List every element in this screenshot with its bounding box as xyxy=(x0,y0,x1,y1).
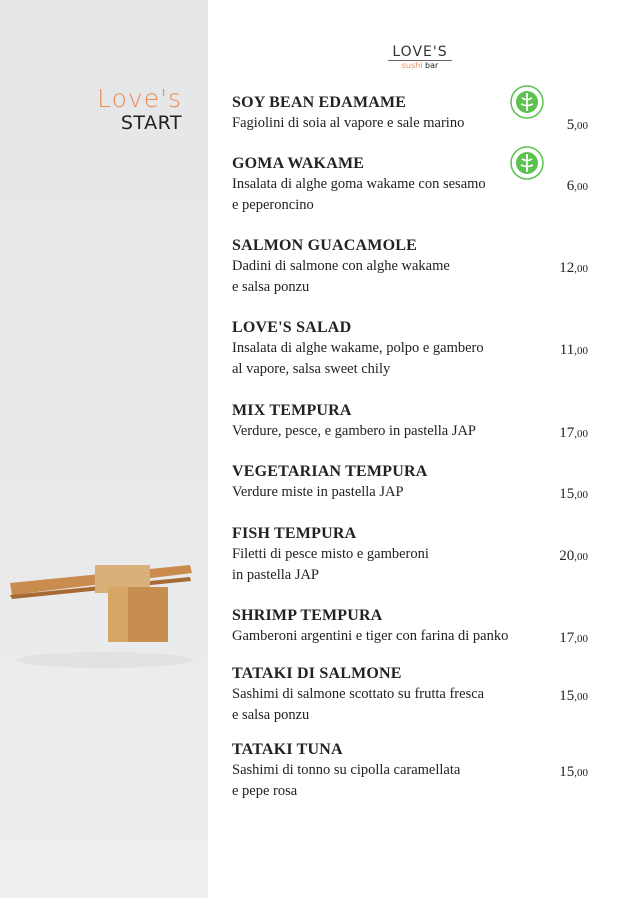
price-value: 17 xyxy=(559,630,575,646)
menu-item xyxy=(232,93,588,134)
item-description: Dadini di salmone con alghe wakame xyxy=(232,258,450,274)
chopsticks-image xyxy=(10,555,195,675)
item-title: VEGETARIAN TEMPURA xyxy=(232,463,428,480)
price-value: 15 xyxy=(559,486,575,502)
item-description: e salsa ponzu xyxy=(232,707,310,723)
item-price xyxy=(559,544,588,569)
item-description: e pepe rosa xyxy=(232,783,298,799)
item-description: in pastella JAP xyxy=(232,567,319,583)
menu-item xyxy=(232,154,588,216)
item-title: SHRIMP TEMPURA xyxy=(232,607,383,624)
price-cents: ,00 xyxy=(574,489,588,501)
organic-certified-icon xyxy=(510,85,544,119)
item-price xyxy=(567,174,588,199)
item-price xyxy=(559,256,588,281)
menu-item xyxy=(232,462,588,503)
menu-item xyxy=(232,664,588,726)
item-title: FISH TEMPURA xyxy=(232,525,357,542)
item-price xyxy=(559,760,588,785)
price-value: 17 xyxy=(559,425,575,441)
price-value: 15 xyxy=(559,688,575,704)
price-cents: ,00 xyxy=(574,551,588,563)
menu-item xyxy=(232,401,588,442)
item-description: Filetti di pesce misto e gamberoni xyxy=(232,546,429,562)
left-panel xyxy=(0,0,208,898)
item-price xyxy=(559,626,588,651)
price-value: 5 xyxy=(566,117,575,133)
price-cents: ,00 xyxy=(574,120,588,132)
item-description: e salsa ponzu xyxy=(232,279,310,295)
menu-item xyxy=(232,524,588,586)
price-value: 15 xyxy=(559,764,575,780)
item-description: Sashimi di salmone scottato su frutta fresca xyxy=(232,686,485,702)
item-price xyxy=(560,338,588,363)
logo: LOVE'S sushi bar xyxy=(388,44,452,71)
price-value: 12 xyxy=(559,260,575,276)
section-title-brand: Love's xyxy=(97,84,182,113)
item-description: al vapore, salsa sweet chily xyxy=(232,361,391,377)
organic-certified-icon xyxy=(510,146,544,180)
price-cents: ,00 xyxy=(574,263,588,275)
item-title: TATAKI TUNA xyxy=(232,741,343,758)
item-description: Sashimi di tonno su cipolla caramellata xyxy=(232,762,461,778)
item-title: LOVE'S SALAD xyxy=(232,319,352,336)
item-price xyxy=(567,113,588,138)
price-cents: ,00 xyxy=(574,633,588,645)
item-title: GOMA WAKAME xyxy=(232,155,365,172)
menu-item xyxy=(232,318,588,380)
item-title: MIX TEMPURA xyxy=(232,402,352,419)
item-title: SOY BEAN EDAMAME xyxy=(232,94,407,111)
price-cents: ,00 xyxy=(574,691,588,703)
menu-item xyxy=(232,606,588,647)
item-price xyxy=(559,482,588,507)
price-cents: ,00 xyxy=(574,767,588,779)
price-value: 6 xyxy=(566,178,575,194)
price-cents: ,00 xyxy=(574,181,588,193)
item-description: Verdure miste in pastella JAP xyxy=(232,484,404,500)
item-price xyxy=(559,421,588,446)
section-title: START xyxy=(120,112,182,134)
menu-item xyxy=(232,236,588,298)
price-value: 20 xyxy=(559,548,575,564)
item-description: Insalata di alghe wakame, polpo e gambero xyxy=(232,340,484,356)
price-cents: ,00 xyxy=(574,428,588,440)
item-description: Fagiolini di soia al vapore e sale marino xyxy=(232,115,465,131)
price-value: 11 xyxy=(559,342,575,358)
item-title: TATAKI DI SALMONE xyxy=(232,665,402,682)
item-description: e peperoncino xyxy=(232,197,314,213)
item-description: Insalata di alghe goma wakame con sesamo xyxy=(232,176,486,192)
item-price xyxy=(559,684,588,709)
item-description: Verdure, pesce, e gambero in pastella JAP xyxy=(232,423,477,439)
item-title: SALMON GUACAMOLE xyxy=(232,237,417,254)
price-cents: ,00 xyxy=(574,345,588,357)
item-description: Gamberoni argentini e tiger con farina di panko xyxy=(232,628,509,644)
menu-item xyxy=(232,740,588,802)
